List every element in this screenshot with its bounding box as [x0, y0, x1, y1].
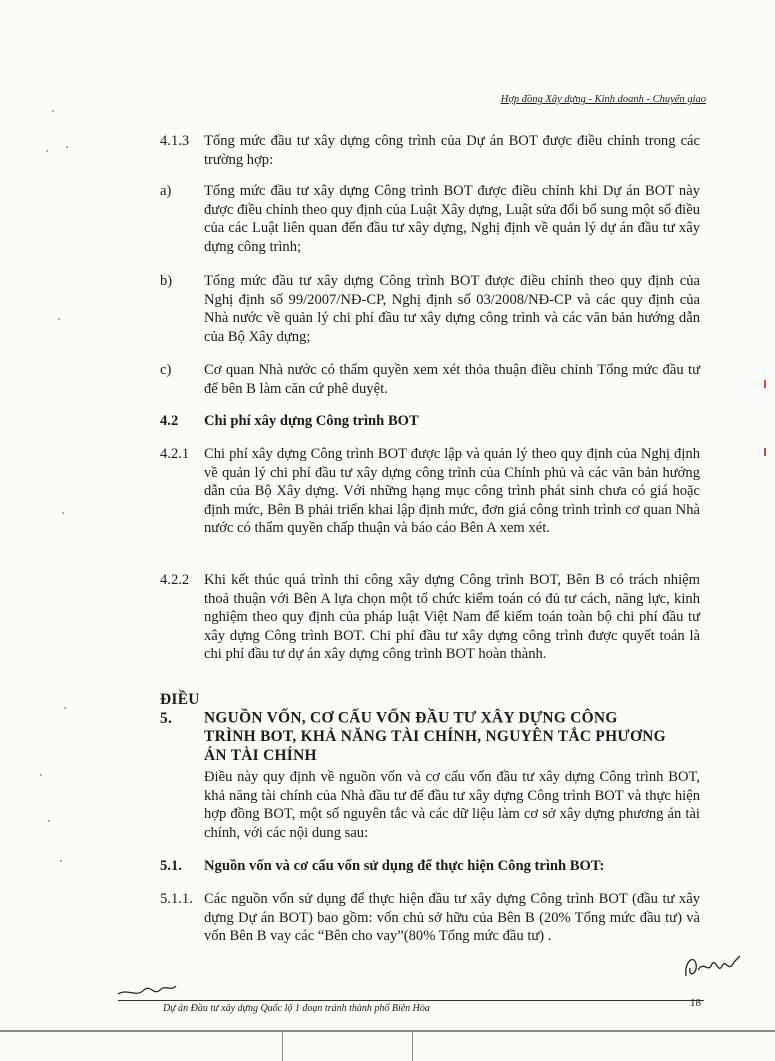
list-item-text: Tổng mức đầu tư xây dựng Công trình BOT được điều chỉnh theo quy định của Nghị định số 99/2007/NĐ-CP, Nghị định số 03/2008/NĐ-CP và các quy định của Nhà nước về quản lý chi phí đầu tư xây dựng công trình và các văn bản hướng dẫn của Bộ Xây dựng; — [204, 273, 700, 345]
section-number: 5.1. — [160, 858, 182, 874]
section-text: Tổng mức đầu tư xây dựng công trình của Dự án BOT được điều chỉnh trong các trường hợp: — [204, 133, 700, 168]
scan-red-mark — [764, 380, 766, 388]
subsection-number: 4.2.2 — [160, 572, 190, 588]
scan-red-mark — [764, 448, 766, 456]
scan-tick — [412, 1032, 413, 1061]
running-header: Hợp đồng Xây dựng - Kinh doanh - Chuyển giao — [500, 94, 706, 105]
article-heading-line: ÁN TÀI CHÍNH — [204, 746, 317, 764]
section-title: Chi phí xây dựng Công trình BOT — [204, 413, 419, 429]
article-heading-line: NGUỒN VỐN, CƠ CẤU VỐN ĐẦU TƯ XÂY DỰNG CÔNG — [204, 709, 618, 727]
article-number: ĐIỀU 5. — [160, 691, 200, 727]
handwritten-initials-right — [680, 950, 744, 984]
article-heading-line: TRÌNH BOT, KHẢ NĂNG TÀI CHÍNH, NGUYÊN TẮC PHƯƠNG — [204, 728, 666, 746]
page-number: 18 — [690, 997, 701, 1009]
section-number: 4.1.3 — [160, 133, 190, 149]
subsection-text: Khi kết thúc quá trình thi công xây dựng Công trình BOT, Bên B có trách nhiệm thoả thuận với Bên A lựa chọn một tổ chức kiểm toán có đủ tư cách, năng lực, kinh nghiệm theo quy định của pháp luật Việt Nam để kiểm toán toàn bộ chi phí đầu tư xây dựng Công trình BOT. Chi phí đầu tư xây dựng công trình được quyết toán là chi phí đầu tư dự án xây dựng công trình BOT hoàn thành. — [204, 572, 700, 663]
footer-rule — [118, 1000, 704, 1001]
subsection-text: Chi phí xây dựng Công trình BOT được lập và quản lý theo quy định của Nghị định về quản lý chi phí đầu tư xây dựng công trình của Chính phủ và các văn bản hướng dẫn của Bộ Xây dựng. Với những hạng mục công trình phát sinh chưa có giá hoặc định mức, Bên B phải triển khai lập định mức, đơn giá công trình trình cơ quan Nhà nước có thẩm quyền chấp thuận và báo cáo Bên A xem xét. — [204, 446, 700, 537]
list-item-text: Cơ quan Nhà nước có thẩm quyền xem xét thỏa thuận điều chỉnh Tổng mức đầu tư để bên B làm căn cứ phê duyệt. — [204, 362, 700, 397]
list-label: c) — [160, 362, 172, 378]
subsection-number: 5.1.1. — [160, 891, 193, 907]
article-intro: Điều này quy định về nguồn vốn và cơ cấu vốn đầu tư xây dựng Công trình BOT, khả năng tài chính của Nhà đầu tư để đầu tư xây dựng Công trình BOT và thực hiện hợp đồng BOT, một số nguyên tắc và các dữ liệu làm cơ sở xây dựng phương án tài chính, với các nội dung sau: — [204, 769, 700, 841]
subsection-text: Các nguồn vốn sử dụng để thực hiện đầu tư xây dựng Công trình BOT (đầu tư xây dựng Dự án BOT) bao gồm: vốn chủ sở hữu của Bên B (20% Tổng mức đầu tư) và vốn Bên B vay các “Bên cho vay”(80% Tổng mức đầu tư) . — [204, 891, 700, 945]
scan-edge-line — [0, 1030, 775, 1032]
scan-tick — [282, 1032, 283, 1061]
article-heading — [160, 691, 702, 765]
list-label: a) — [160, 183, 172, 199]
section-title: Nguồn vốn và cơ cấu vốn sử dụng để thực hiện Công trình BOT: — [204, 858, 605, 874]
list-label: b) — [160, 273, 173, 289]
footer-project: Dự án Đầu tư xây dựng Quốc lộ 1 đoạn tránh thành phố Biên Hòa — [163, 1003, 430, 1014]
list-item-text: Tổng mức đầu tư xây dựng Công trình BOT được điều chỉnh khi Dự án BOT này được điều chỉnh theo quy định của Luật Xây dựng, Luật sửa đổi bổ sung một số điều của các Luật liên quan đến đầu tư xây dựng, Nghị định về quản lý dự án đầu tư xây dựng công trình; — [204, 183, 700, 255]
subsection-number: 4.2.1 — [160, 446, 190, 462]
section-number: 4.2 — [160, 413, 179, 429]
